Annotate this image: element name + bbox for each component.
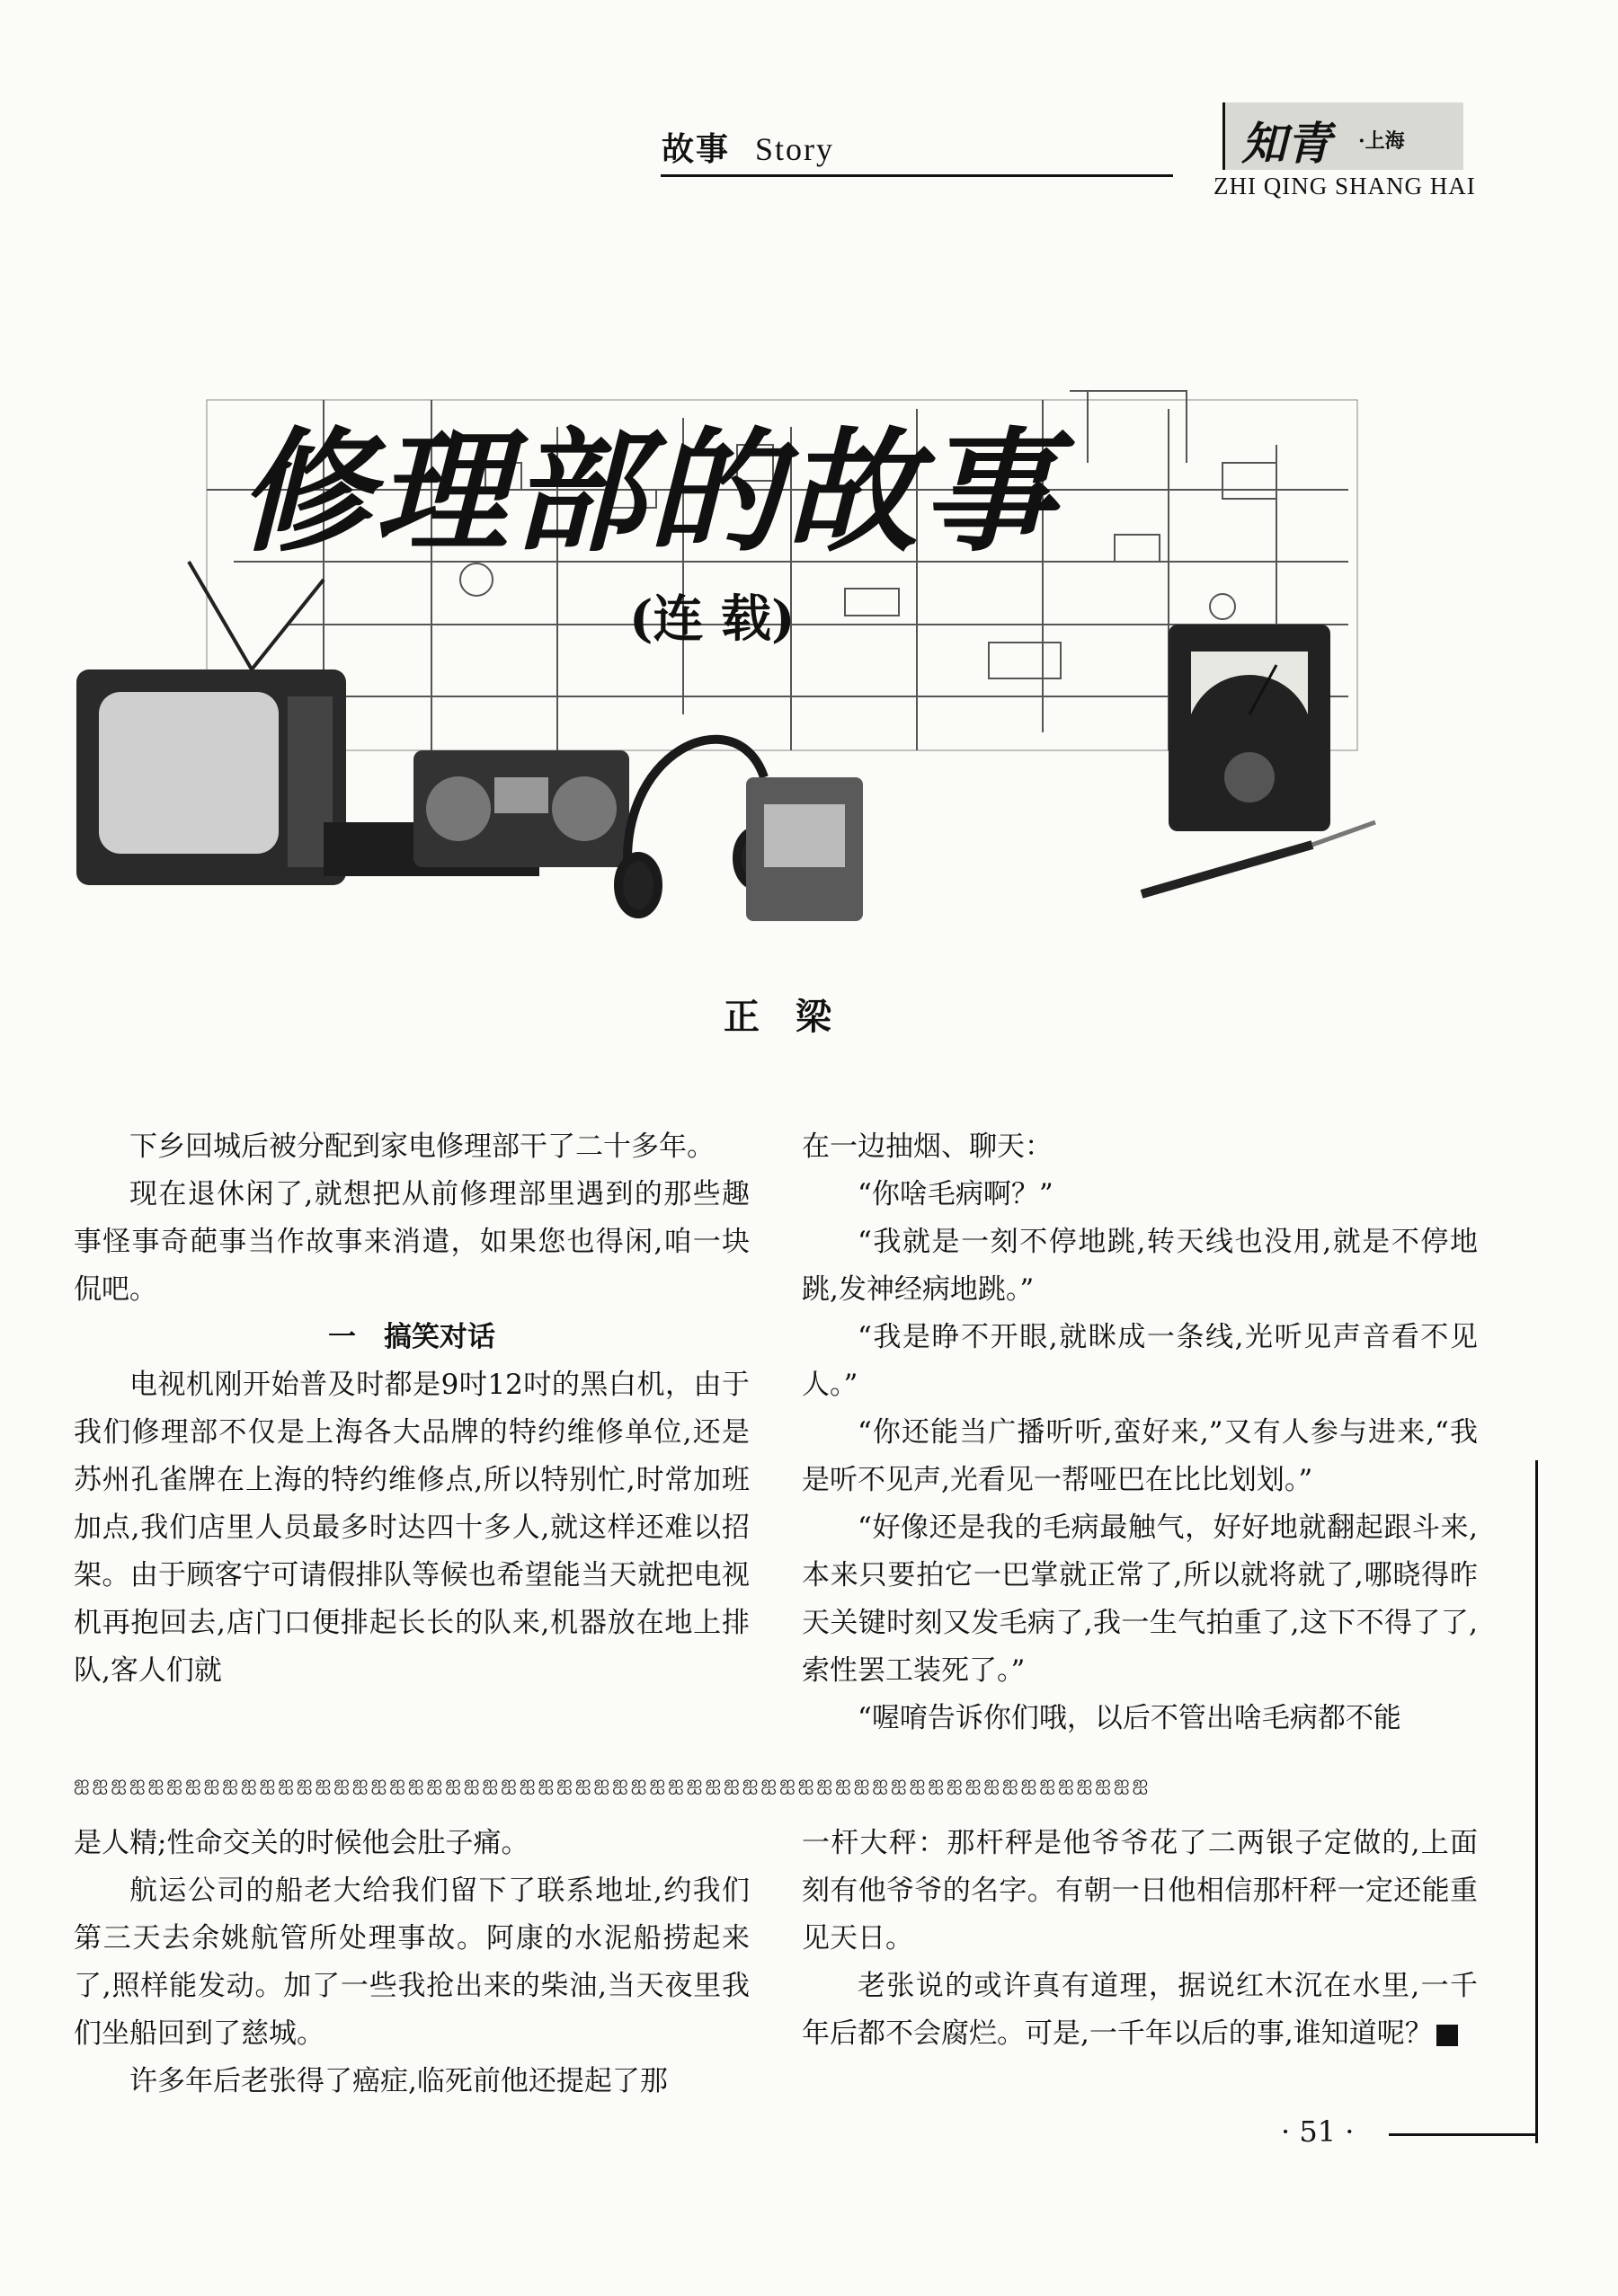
paragraph-text: 老张说的或许真有道理，据说红木沉在水里,一千年后都不会腐烂。可是,一千年以后的事,谁知道呢？ (802, 1970, 1478, 2050)
text-column-top-left (74, 1123, 750, 1695)
multimeter-icon (1169, 625, 1330, 831)
paragraph: “喔唷告诉你们哦，以后不管出啥毛病都不能 (858, 1702, 1401, 1734)
paragraph: 电视机刚开始普及时都是9吋12吋的黑白机，由于我们修理部不仅是上海各大品牌的特约维修单位,还是苏州孔雀牌在上海的特约维修点,所以特别忙,时常加班加点,我们店里人员最多时达四十多人,就这样还难以招架。由于顾客宁可请假排队等候也希望能当天就把电视机再抱回去,店门口便排起长长的队来,机器放在地上排队,客人们就 (74, 1369, 750, 1687)
header-rule (661, 174, 1173, 177)
page-number: · 51 · (1281, 2114, 1355, 2149)
logo-english: ZHI QING SHANG HAI (1214, 173, 1476, 199)
page-number-rule (1389, 2133, 1535, 2136)
section-heading: 一 搞笑对话 (328, 1321, 495, 1353)
paragraph (802, 1963, 1478, 2058)
text-column-top-right (802, 1123, 1478, 1742)
paragraph: 许多年后老张得了癌症,临死前他还提起了那 (129, 2065, 668, 2097)
paragraph: 下乡回城后被分配到家电修理部干了二十多年。 (129, 1130, 715, 1163)
paragraph: “我就是一刻不停地跳,转天线也没用,就是不停地跳,发神经病地跳。” (802, 1226, 1478, 1306)
end-mark-icon (1436, 2025, 1458, 2046)
ornament-divider: ஐஐஐஐஐஐஐஐஐஐஐஐஐஐஐஐஐஐஐஐஐஐஐஐஐஐஐஐஐஐஐஐஐஐஐஐஐஐஐஐஐஐஐஐஐஐஐஐஐஐஐஐஐஐஐஐஐஐ (74, 1772, 1151, 1795)
paragraph: 现在退休闲了,就想把从前修理部里遇到的那些趣事怪事奇葩事当作故事来消遣，如果您也得闲,咱一块侃吧。 (74, 1178, 750, 1306)
paragraph: “我是睁不开眼,就眯成一条线,光听见声音看不见人。” (802, 1321, 1478, 1401)
logo-text: 知青 (1241, 117, 1331, 170)
radio-cassette-icon (413, 750, 629, 867)
paragraph: “你还能当广播听听,蛮好来,”又有人参与进来,“我是听不见声,光看见一帮哑巴在比比划划。” (802, 1416, 1478, 1496)
paragraph: “好像还是我的毛病最触气，好好地就翻起跟斗来,本来只要拍它一巴掌就正常了,所以就将就了,哪晓得昨天关键时刻又发毛病了,我一生气拍重了,这下不得了了,索性罢工装死了。” (802, 1511, 1478, 1687)
paragraph: 在一边抽烟、聊天： (802, 1130, 1053, 1163)
text-column-bottom-right (802, 1820, 1478, 2058)
author-name: 正梁 (724, 996, 867, 1038)
paragraph: 是人精;性命交关的时候他会肚子痛。 (74, 1827, 529, 1859)
text-column-bottom-left (74, 1820, 750, 2105)
article-title: 修理部的故事 (238, 413, 1058, 570)
article-subtitle: (连 载) (629, 590, 796, 649)
soldering-iron-icon (1142, 822, 1375, 894)
paragraph: 航运公司的船老大给我们留下了联系地址,约我们第三天去余姚航管所处理事故。阿康的水泥船捞起来了,照样能发动。加了一些我抢出来的柴油,当天夜里我们坐船回到了慈城。 (74, 1875, 750, 2050)
section-label (662, 124, 834, 170)
walkman-icon (746, 777, 863, 921)
section-label-cn: 故事 (662, 130, 731, 168)
tv-set-icon (76, 562, 346, 885)
paragraph: “你啥毛病啊？” (858, 1178, 1053, 1210)
paragraph: 一杆大秤：那杆秤是他爷爷花了二两银子定做的,上面刻有他爷爷的名字。有朝一日他相信那杆秤一定还能重见天日。 (802, 1827, 1478, 1955)
magazine-logo (1222, 102, 1463, 170)
section-label-en: Story (755, 131, 835, 167)
logo-city: ·上海 (1358, 129, 1405, 153)
margin-rule (1535, 1460, 1538, 2143)
